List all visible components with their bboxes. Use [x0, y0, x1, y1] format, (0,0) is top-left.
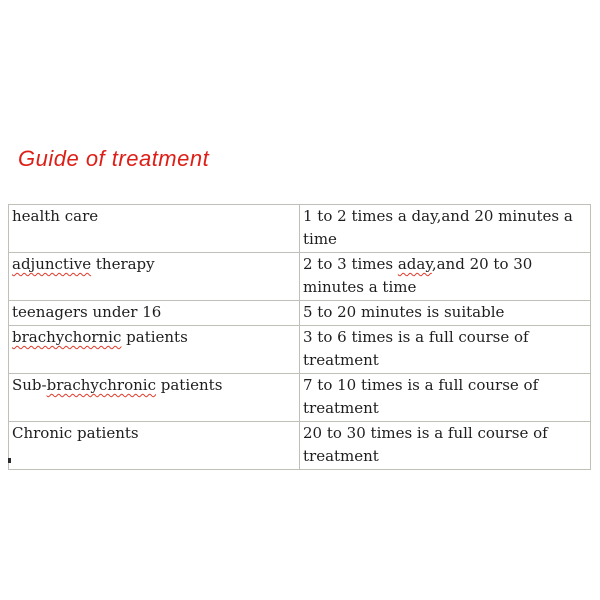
table-row: [9, 253, 591, 301]
table-cell-category: [9, 326, 300, 374]
table-row: [9, 205, 591, 253]
text-segment: ,and 20 to 30 minutes a time: [303, 255, 533, 296]
text-segment: 20 to 30 times is a full course of treatment: [303, 424, 548, 465]
table-cell-category: [9, 374, 300, 422]
table-cell-instructions: [300, 205, 591, 253]
text-segment: 1 to 2 times a day,and 20 minutes a time: [303, 207, 573, 248]
table-cell-instructions: [300, 422, 591, 470]
table-cell-instructions: [300, 301, 591, 326]
text-segment: therapy: [91, 255, 155, 273]
table-cell-category: [9, 205, 300, 253]
text-segment: 5 to 20 minutes is suitable: [303, 303, 505, 321]
table-cell-instructions: [300, 326, 591, 374]
misspelled-word: adjunctive: [12, 255, 92, 273]
table-row: [9, 422, 591, 470]
text-segment: Sub-: [12, 376, 47, 394]
text-segment: Chronic patients: [12, 424, 139, 442]
page-title: Guide of treatment: [18, 146, 210, 171]
table-cell-category: [9, 301, 300, 326]
misspelled-word: brachychornic: [12, 328, 122, 346]
text-cursor: [8, 458, 11, 463]
text-segment: patients: [121, 328, 188, 346]
text-segment: 2 to 3 times: [303, 255, 398, 273]
table-row: [9, 326, 591, 374]
table-cell-instructions: [300, 374, 591, 422]
table-cell-category: [9, 422, 300, 470]
table-cell-category: [9, 253, 300, 301]
text-segment: 3 to 6 times is a full course of treatment: [303, 328, 529, 369]
table-row: [9, 374, 591, 422]
treatment-table: [8, 204, 591, 470]
table-row: [9, 301, 591, 326]
text-segment: patients: [155, 376, 223, 394]
table-cell-instructions: [300, 253, 591, 301]
misspelled-word: brachychronic: [46, 376, 156, 394]
misspelled-word: aday: [397, 255, 432, 273]
text-segment: health care: [12, 207, 99, 225]
text-segment: teenagers under 16: [12, 303, 162, 321]
text-segment: 7 to 10 times is a full course of treatment: [303, 376, 539, 417]
